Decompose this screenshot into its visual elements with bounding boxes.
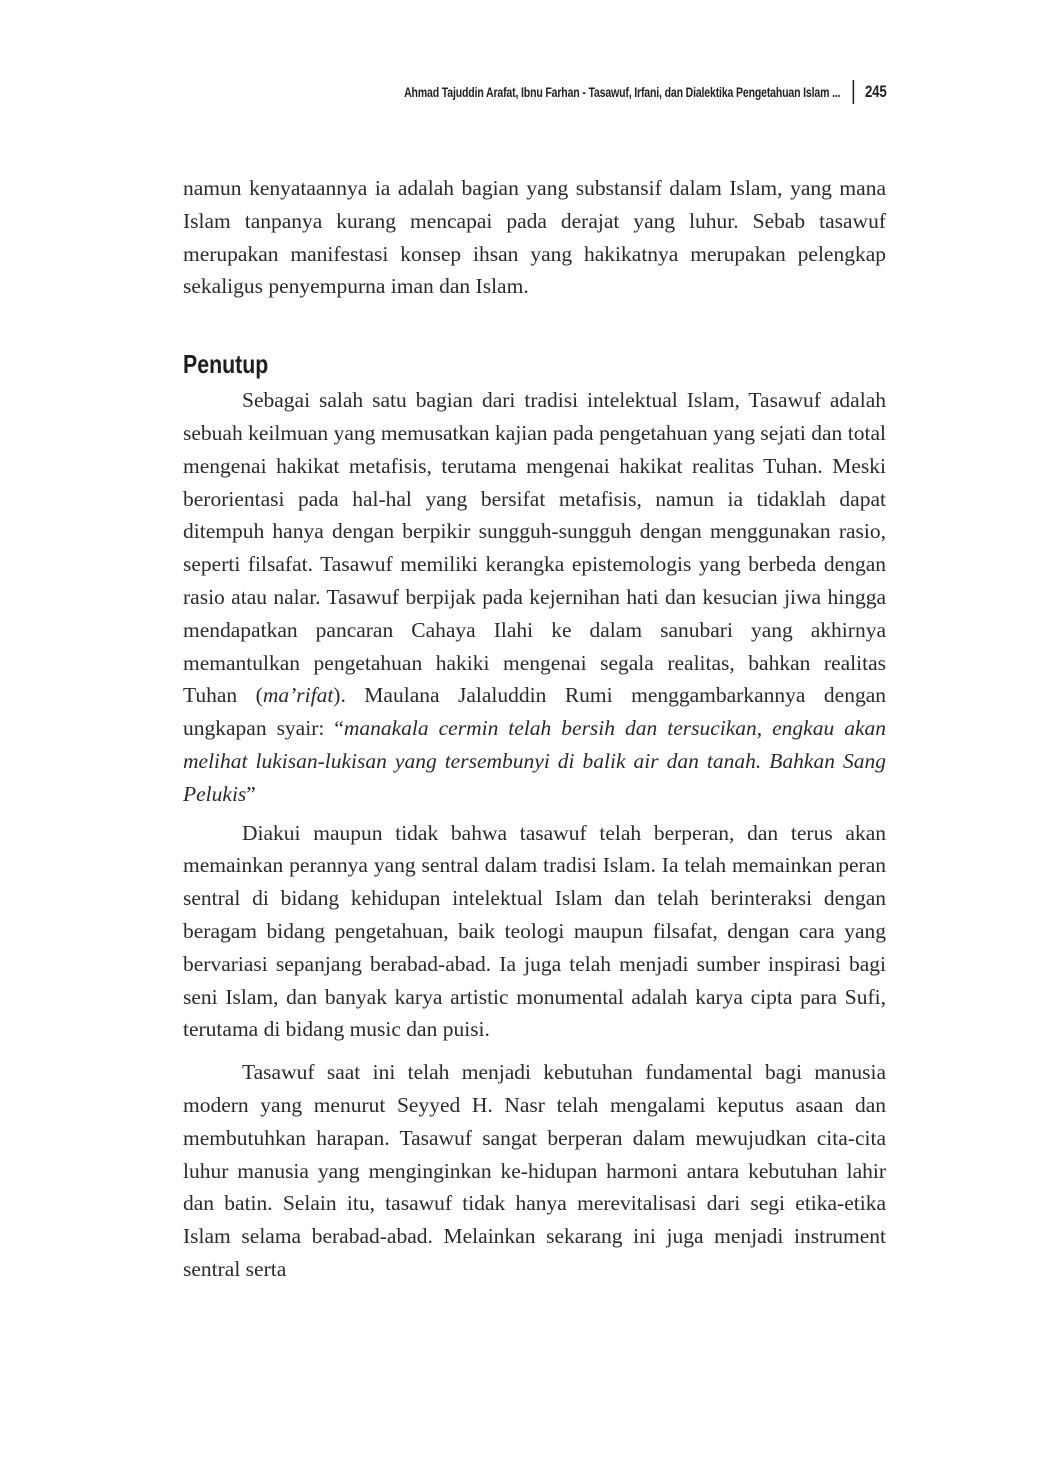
page-body (183, 172, 886, 1286)
header-divider (853, 80, 854, 104)
paragraph-1-term: ma’rifat (262, 683, 334, 708)
intro-paragraph: namun kenyataannya ia adalah bagian yang substansif dalam Islam, yang mana Islam tanpanya kurang mencapai pada derajat yang luhur. Sebab tasawuf merupakan manifestasi konsep ihsan yang hakikatnya merupakan pelengkap sekaligus penyempurna iman dan Islam. (183, 176, 886, 299)
running-title: Ahmad Tajuddin Arafat, Ibnu Farhan - Tasawuf, Irfani, dan Dialektika Pengetahuan Islam ... (404, 84, 841, 100)
paragraph-1-text-a: Sebagai salah satu bagian dari tradisi intelektual Islam, Tasawuf adalah sebuah keilmuan yang memusatkan kajian pada pengetahuan yang sejati dan total mengenai hakikat metafisis, terutama mengenai hakikat realitas Tuhan. Meski berorientasi pada hal-hal yang bersifat metafisis, namun ia tidaklah dapat ditempuh hanya dengan berpikir sungguh-sungguh dengan menggunakan rasio, seperti filsafat. Tasawuf memiliki kerangka epistemologis yang berbeda dengan rasio atau nalar. Tasawuf berpijak pada kejernihan hati dan kesucian jiwa hingga mendapatkan pancaran Cahaya Ilahi ke dalam sanubari yang akhirnya memantulkan pengetahuan hakiki mengenai segala realitas, bahkan realitas Tuhan ( (183, 388, 886, 708)
running-header (404, 80, 887, 104)
section-heading: Penutup (183, 349, 269, 380)
paragraph-1-text-b: ). Maulana Jalaluddin Rumi menggambarkannya dengan ungkapan syair: “ (183, 683, 886, 741)
paragraph-3: Tasawuf saat ini telah menjadi kebutuhan fundamental bagi manusia modern yang menurut Seyyed H. Nasr telah mengalami keputus asaan dan membutuhkan harapan. Tasawuf sangat berperan dalam mewujudkan cita-cita luhur manusia yang menginginkan ke-hidupan harmoni antara kebutuhan lahir dan batin. Selain itu, tasawuf tidak hanya merevitalisasi dari segi etika-etika Islam selama berabad-abad. Melainkan sekarang ini juga menjadi instrument sentral serta (183, 1060, 886, 1281)
paragraph-1-text-c: ” (246, 781, 256, 806)
page-number: 245 (865, 82, 887, 101)
paragraph-1-quote: manakala cermin telah bersih dan tersucikan, engkau akan melihat lukisan-lukisan yang tersembunyi di balik air dan tanah. Bahkan Sang Pelukis (183, 716, 886, 806)
paragraph-1 (183, 384, 886, 810)
paragraph-2: Diakui maupun tidak bahwa tasawuf telah berperan, dan terus akan memainkan perannya yang sentral dalam tradisi Islam. Ia telah memainkan peran sentral di bidang kehidupan intelektual Islam dan telah berinteraksi dengan beragam bidang pengetahuan, baik teologi maupun filsafat, dengan cara yang bervariasi sepanjang berabad-abad. Ia juga telah menjadi sumber inspirasi bagi seni Islam, dan banyak karya artistic monumental adalah karya cipta para Sufi, terutama di bidang music dan puisi. (183, 820, 886, 1042)
